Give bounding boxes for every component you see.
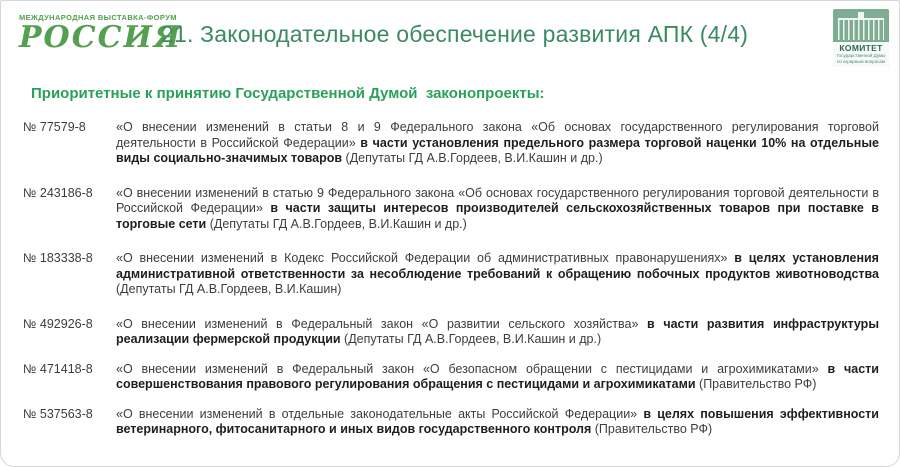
committee-logo: [833, 9, 889, 67]
slide-subtitle: Приоритетные к принятию Государственной Думой законопроекты:: [31, 85, 545, 102]
bill-description: [116, 407, 879, 438]
bill-subject: в целях повышения эффективности ветеринарного, фитосанитарного и иных видов государственного контроля: [116, 406, 879, 436]
bill-number: № 492926-8: [23, 316, 93, 331]
bill-authors: (Правительство РФ): [699, 377, 817, 391]
slide-title: 21. Законодательное обеспечение развития АПК (4/4): [161, 21, 749, 47]
bill-number: № 243186-8: [23, 185, 93, 200]
russia-expo-logo: [19, 13, 183, 55]
committee-name: КОМИТЕТ: [839, 43, 883, 53]
bill-number: № 471418-8: [23, 361, 93, 376]
bill-subject: в части защиты интересов производителей сельскохозяйственных товаров при поставке в торговые сети: [116, 201, 879, 231]
committee-subline-1: Государственной Думы: [836, 53, 886, 58]
bill-subject: в части развития инфраструктуры реализации фермерской продукции: [116, 316, 879, 346]
bill-row-3: [23, 251, 879, 298]
duma-building-icon: [838, 12, 884, 40]
bill-authors: (Депутаты ГД А.В.Гордеев, В.И.Кашин и др.): [344, 332, 602, 346]
bill-row-1: [23, 120, 879, 167]
bill-intro: «О внесении изменений в Федеральный закон «О развитии сельского хозяйства»: [116, 316, 639, 331]
bill-intro: «О внесении изменений в Федеральный закон «О безопасном обращении с пестицидами и агрохимикатами»: [116, 361, 819, 376]
bill-description: [116, 251, 879, 298]
bills-list: [23, 120, 879, 452]
bill-intro: «О внесении изменений в статью 9 Федерального закона «Об основах государственного регулирования торговой деятельности в Российской Федерации»: [116, 185, 879, 215]
bill-description: [116, 186, 879, 233]
bill-number: № 183338-8: [23, 251, 93, 265]
committee-logo-band: [833, 42, 889, 67]
bill-row-6: [23, 407, 879, 438]
logo-tagline: МЕЖДУНАРОДНАЯ ВЫСТАВКА-ФОРУМ: [19, 13, 177, 22]
bill-row-4: [23, 317, 879, 348]
bill-description: [116, 317, 879, 348]
bill-authors: (Депутаты ГД А.В.Гордеев, В.И.Кашин): [116, 282, 342, 296]
bill-authors: (Правительство РФ): [594, 422, 713, 436]
bill-intro: «О внесении изменений в статьи 8 и 9 Федерального закона «Об основах государственного регулирования торговой деятельности в Российской Федерации»: [116, 120, 879, 150]
bill-description: [116, 120, 879, 167]
bill-description: [116, 362, 879, 393]
bill-authors: (Депутаты ГД А.В.Гордеев, В.И.Кашин и др.): [345, 151, 603, 165]
bill-authors: (Депутаты ГД А.В.Гордеев, В.И.Кашин и др.): [209, 216, 467, 231]
bill-intro: «О внесении изменений в отдельные законодательные акты Российской Федерации»: [116, 406, 638, 421]
bill-subject: в целях установления административной ответственности за несоблюдение требований к обращению побочных продуктов животноводства: [116, 251, 879, 281]
bill-number: № 537563-8: [23, 406, 93, 421]
bill-row-2: [23, 186, 879, 233]
logo-wordmark: РОССИЯ: [19, 20, 183, 55]
bill-number: № 77579-8: [23, 120, 86, 134]
bill-subject: в части совершенствования правового регулирования обращения с пестицидами и агрохимикатами: [116, 361, 879, 391]
bill-subject: в части установления предельного размера торговой наценки 10% на отдельные виды социально-значимых товаров: [116, 135, 879, 165]
bill-row-5: [23, 362, 879, 393]
bill-intro: «О внесении изменений в Кодекс Российской Федерации об административных правонарушениях»: [116, 251, 728, 265]
committee-subline-2: по аграрным вопросам: [836, 58, 886, 64]
